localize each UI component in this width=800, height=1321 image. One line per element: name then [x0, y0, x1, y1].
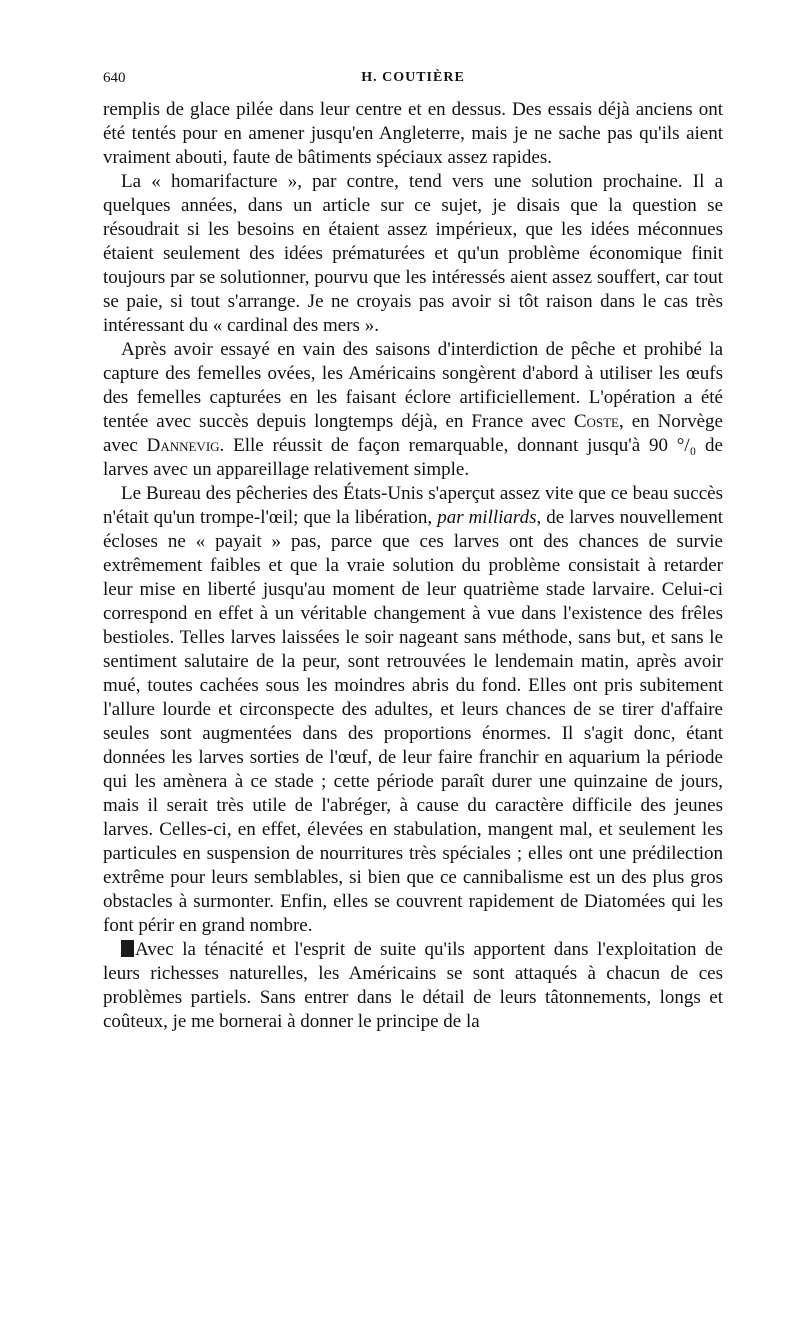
paragraph-3-part-a: Après avoir essayé en vain des saisons d'interdiction de pêche et prohibé la capture des femelles ovées, les Américains songèrent d'abord à utiliser les œufs des femelles capturées en les faisant éclore artificiellement. L'opération a été tentée avec succès depuis longtemps déjà, en France avec	[103, 339, 723, 432]
italic-phrase: par milliards	[437, 507, 537, 528]
paragraph-3	[103, 338, 723, 482]
paragraph-4	[103, 482, 723, 938]
paragraph-1: remplis de glace pilée dans leur centre et en dessus. Des essais déjà anciens ont été tentés pour en amener jusqu'en Angleterre, mais je ne sache pas qu'ils aient vraiment abouti, faute de bâtiments spéciaux assez rapides.	[103, 99, 723, 168]
running-head-author: H. COUTIÈRE	[361, 70, 465, 85]
body-text	[103, 98, 723, 1034]
name-dannevig: Dannevig	[146, 435, 220, 456]
paragraph-4-part-a: Le Bureau des pêcheries des États-Unis s'aperçut assez vite que ce beau succès n'était qu'un trompe-l'œil; que la libération,	[103, 483, 723, 528]
paragraph-mark-icon	[121, 940, 134, 957]
paragraph-4-part-b: , de larves nouvellement écloses ne « payait » pas, parce que ces larves ont des chances de survie extrêmement faibles et que la vraie solution du problème consistait à retarder leur mise en liberté jusqu'au moment de leur quatrième stade larvaire. Celui-ci correspond en effet à un véritable changement à vue dans l'existence des frêles bestioles. Telles larves laissées le soir nageant sans méthode, sans but, et sans le sentiment salutaire de la peur, sont retrouvées le lendemain matin, après avoir mué, toutes cachées sous les moindres abris du fond. Elles ont pris subitement l'allure lourde et circonspecte des adultes, et leurs chances de se tirer d'affaire seules sont augmentées dans des proportions énormes. Il s'agit donc, étant données les larves sorties de l'œuf, de leur faire franchir en aquarium la période qui les amènera à ce stade ; cette période paraît durer une quinzaine de jours, mais il serait très utile de l'abréger, à cause du caractère difficile des jeunes larves. Celles-ci, en effet, élevées en stabulation, mangent mal, et seulement les particules en suspension de nourritures très spéciales ; elles ont une prédilection extrême pour leurs semblables, si bien que ce cannibalisme est un des plus gros obstacles à surmonter. Enfin, elles se couvrent rapidement de Diatomées qui les font périr en grand nombre.	[103, 507, 723, 936]
name-coste: Coste	[573, 411, 619, 432]
paragraph-3-part-b: , en Norvège avec	[103, 411, 723, 456]
paragraph-5	[103, 938, 723, 1034]
paragraph-3-part-c: . Elle réussit de façon remarquable, donnant jusqu'à 90 °/₀ de larves avec un appareillage relativement simple.	[103, 435, 723, 480]
page	[103, 70, 723, 1034]
paragraph-5-text: Avec la ténacité et l'esprit de suite qu'ils apportent dans l'exploitation de leurs richesses naturelles, les Américains se sont attaqués à chacun de ces problèmes partiels. Sans entrer dans le détail de leurs tâtonnements, longs et coûteux, je me bornerai à donner le principe de la	[103, 939, 723, 1032]
running-head	[103, 70, 723, 94]
page-number: 640	[103, 70, 126, 86]
paragraph-2: La « homarifacture », par contre, tend vers une solution prochaine. Il a quelques années, dans un article sur ce sujet, je disais que la question se résoudrait si les besoins en étaient assez impérieux, que les idées méconnues étaient seulement des idées prématurées et qu'un problème économique finit toujours par se solutionner, pourvu que les intéressés aient assez souffert, car tout se paie, si tout s'arrange. Je ne croyais pas avoir si tôt raison dans le cas très intéressant du « cardinal des mers ».	[103, 171, 723, 336]
